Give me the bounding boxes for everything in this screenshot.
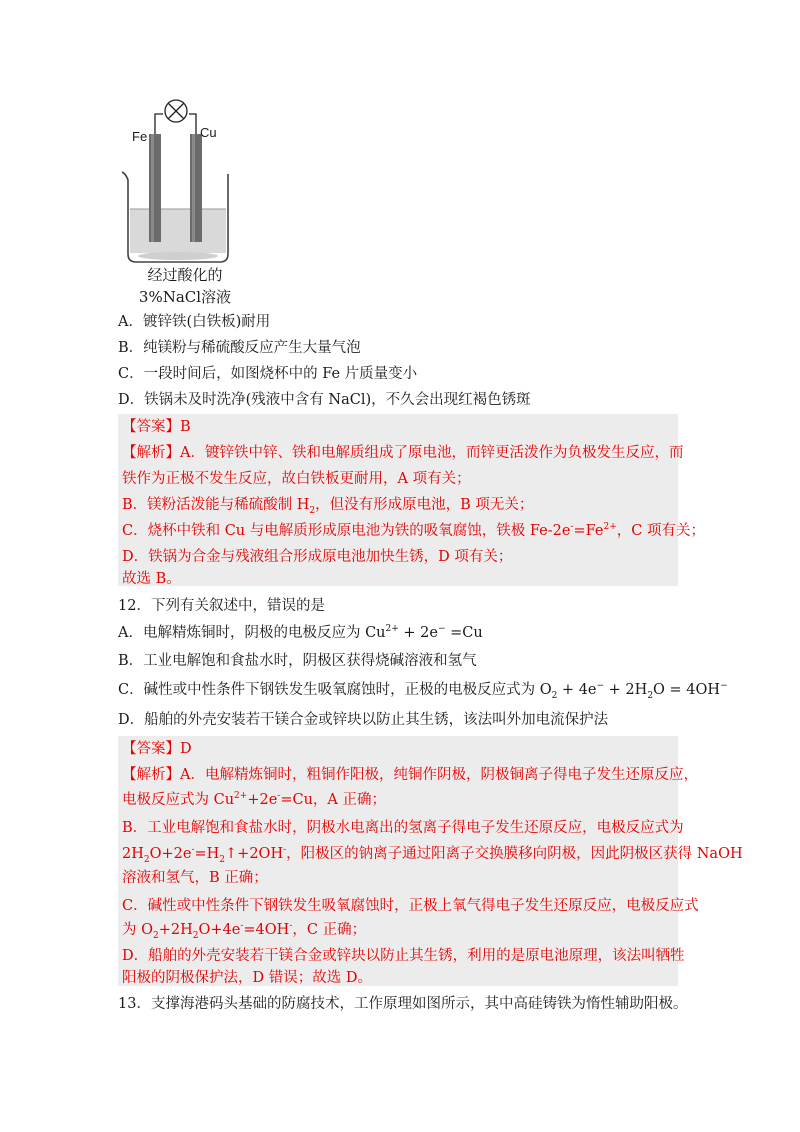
q12-analysis-b-1: B．工业电解饱和食盐水时，阴极水电离出的氢离子得电子发生还原反应，电极反应式为: [122, 820, 684, 836]
caption-line-1: 经过酸化的: [147, 266, 223, 284]
q11-option-d: D．铁锅未及时洗净(残液中含有 NaCl)，不久会出现红褐色锈斑: [118, 392, 531, 408]
q11-conclusion: 故选 B。: [122, 571, 181, 587]
beaker-diagram: [118, 94, 248, 264]
q12-answer: 【答案】D: [122, 741, 192, 757]
figure-caption: [130, 264, 240, 308]
q12-analysis-d-2: 阳极的阴极保护法，D 错误；故选 D。: [122, 970, 372, 986]
q11-analysis-d: D．铁锅为合金与残液组合形成原电池加快生锈，D 项有关；: [122, 549, 513, 565]
q11-analysis-line-2: 铁作为正极不发生反应，故白铁板更耐用，A 项有关；: [122, 471, 471, 487]
galvanic-cell-figure: [118, 94, 248, 304]
q12-analysis-b-3: 溶液和氢气，B 正确；: [122, 870, 268, 886]
caption-line-2: 3%NaCl溶液: [138, 288, 232, 306]
q12-answer-block: [118, 736, 743, 986]
q13-stem: 13．支撑海港码头基础的防腐技术，工作原理如图所示，其中高硅铸铁为惰性辅助阳极。: [118, 996, 688, 1012]
q11-answer: 【答案】B: [122, 419, 191, 435]
q12-analysis-d-1: D．船舶的外壳安装若干镁合金或锌块以防止其生锈，利用的是原电池原理，该法叫牺牲: [122, 948, 685, 964]
cu-electrode: [190, 134, 202, 242]
fe-label: Fe: [132, 129, 148, 144]
q11-option-a: A．镀锌铁(白铁板)耐用: [118, 314, 271, 330]
q11-option-b: B．纯镁粉与稀硫酸反应产生大量气泡: [118, 340, 361, 356]
q12-option-a: A．电解精炼铜时，阴极的电极反应为 $Cu^{2+} + 2e^- =Cu$: [118, 624, 483, 641]
q12-analysis-c-1: C．碱性或中性条件下钢铁发生吸氧腐蚀时，正极上氧气得电子发生还原反应，电极反应式: [122, 898, 699, 914]
q12-analysis-c-2: 为 $O_2+2H_2O+4e^-=4OH^-$，C 正确；: [122, 921, 367, 941]
q12-stem: 12．下列有关叙述中，错误的是: [118, 598, 325, 614]
q12-option-b: B．工业电解饱和食盐水时，阴极区获得烧碱溶液和氢气: [118, 653, 477, 669]
q11-analysis-c: C．烧杯中铁和 Cu 与电解质形成原电池为铁的吸氧腐蚀，铁极 $Fe-2e^-=Fe^{2+}$，C 项有关；: [122, 522, 705, 539]
q12-analysis-a-2: 电极反应式为 $Cu^{2+}+2e^-=Cu$，A 正确；: [122, 791, 387, 808]
q12-analysis-a-1: 【解析】A．电解精炼铜时，粗铜作阳极，纯铜作阴极，阴极铜离子得电子发生还原反应，: [122, 767, 698, 783]
q11-analysis-line-1: 【解析】A．镀锌铁中锌、铁和电解质组成了原电池，而锌更活泼作为负极发生反应，而: [122, 445, 684, 461]
q11-answer-block: [118, 414, 705, 587]
q11-option-c: C．一段时间后，如图烧杯中的 Fe 片质量变小: [118, 366, 418, 382]
q12-option-d: D．船舶的外壳安装若干镁合金或锌块以防止其生锈，该法叫外加电流保护法: [118, 712, 609, 728]
cu-label: Cu: [200, 125, 217, 140]
q12-option-c: C．碱性或中性条件下钢铁发生吸氧腐蚀时，正极的电极反应式为 $O_2 + 4e^- + 2H_2O = 4OH^-$: [118, 681, 728, 701]
fe-electrode: [149, 134, 161, 242]
q11-analysis-b: B．镁粉活泼能与稀硫酸制 $H_2$，但没有形成原电池，B 项无关；: [122, 497, 534, 516]
q12-analysis-b-2: $2H_2O+2e^-=H_2↑+2OH^-$，阳极区的钠离子通过阳离子交换膜移向阴极，因此阴极区获得 NaOH: [122, 845, 743, 865]
